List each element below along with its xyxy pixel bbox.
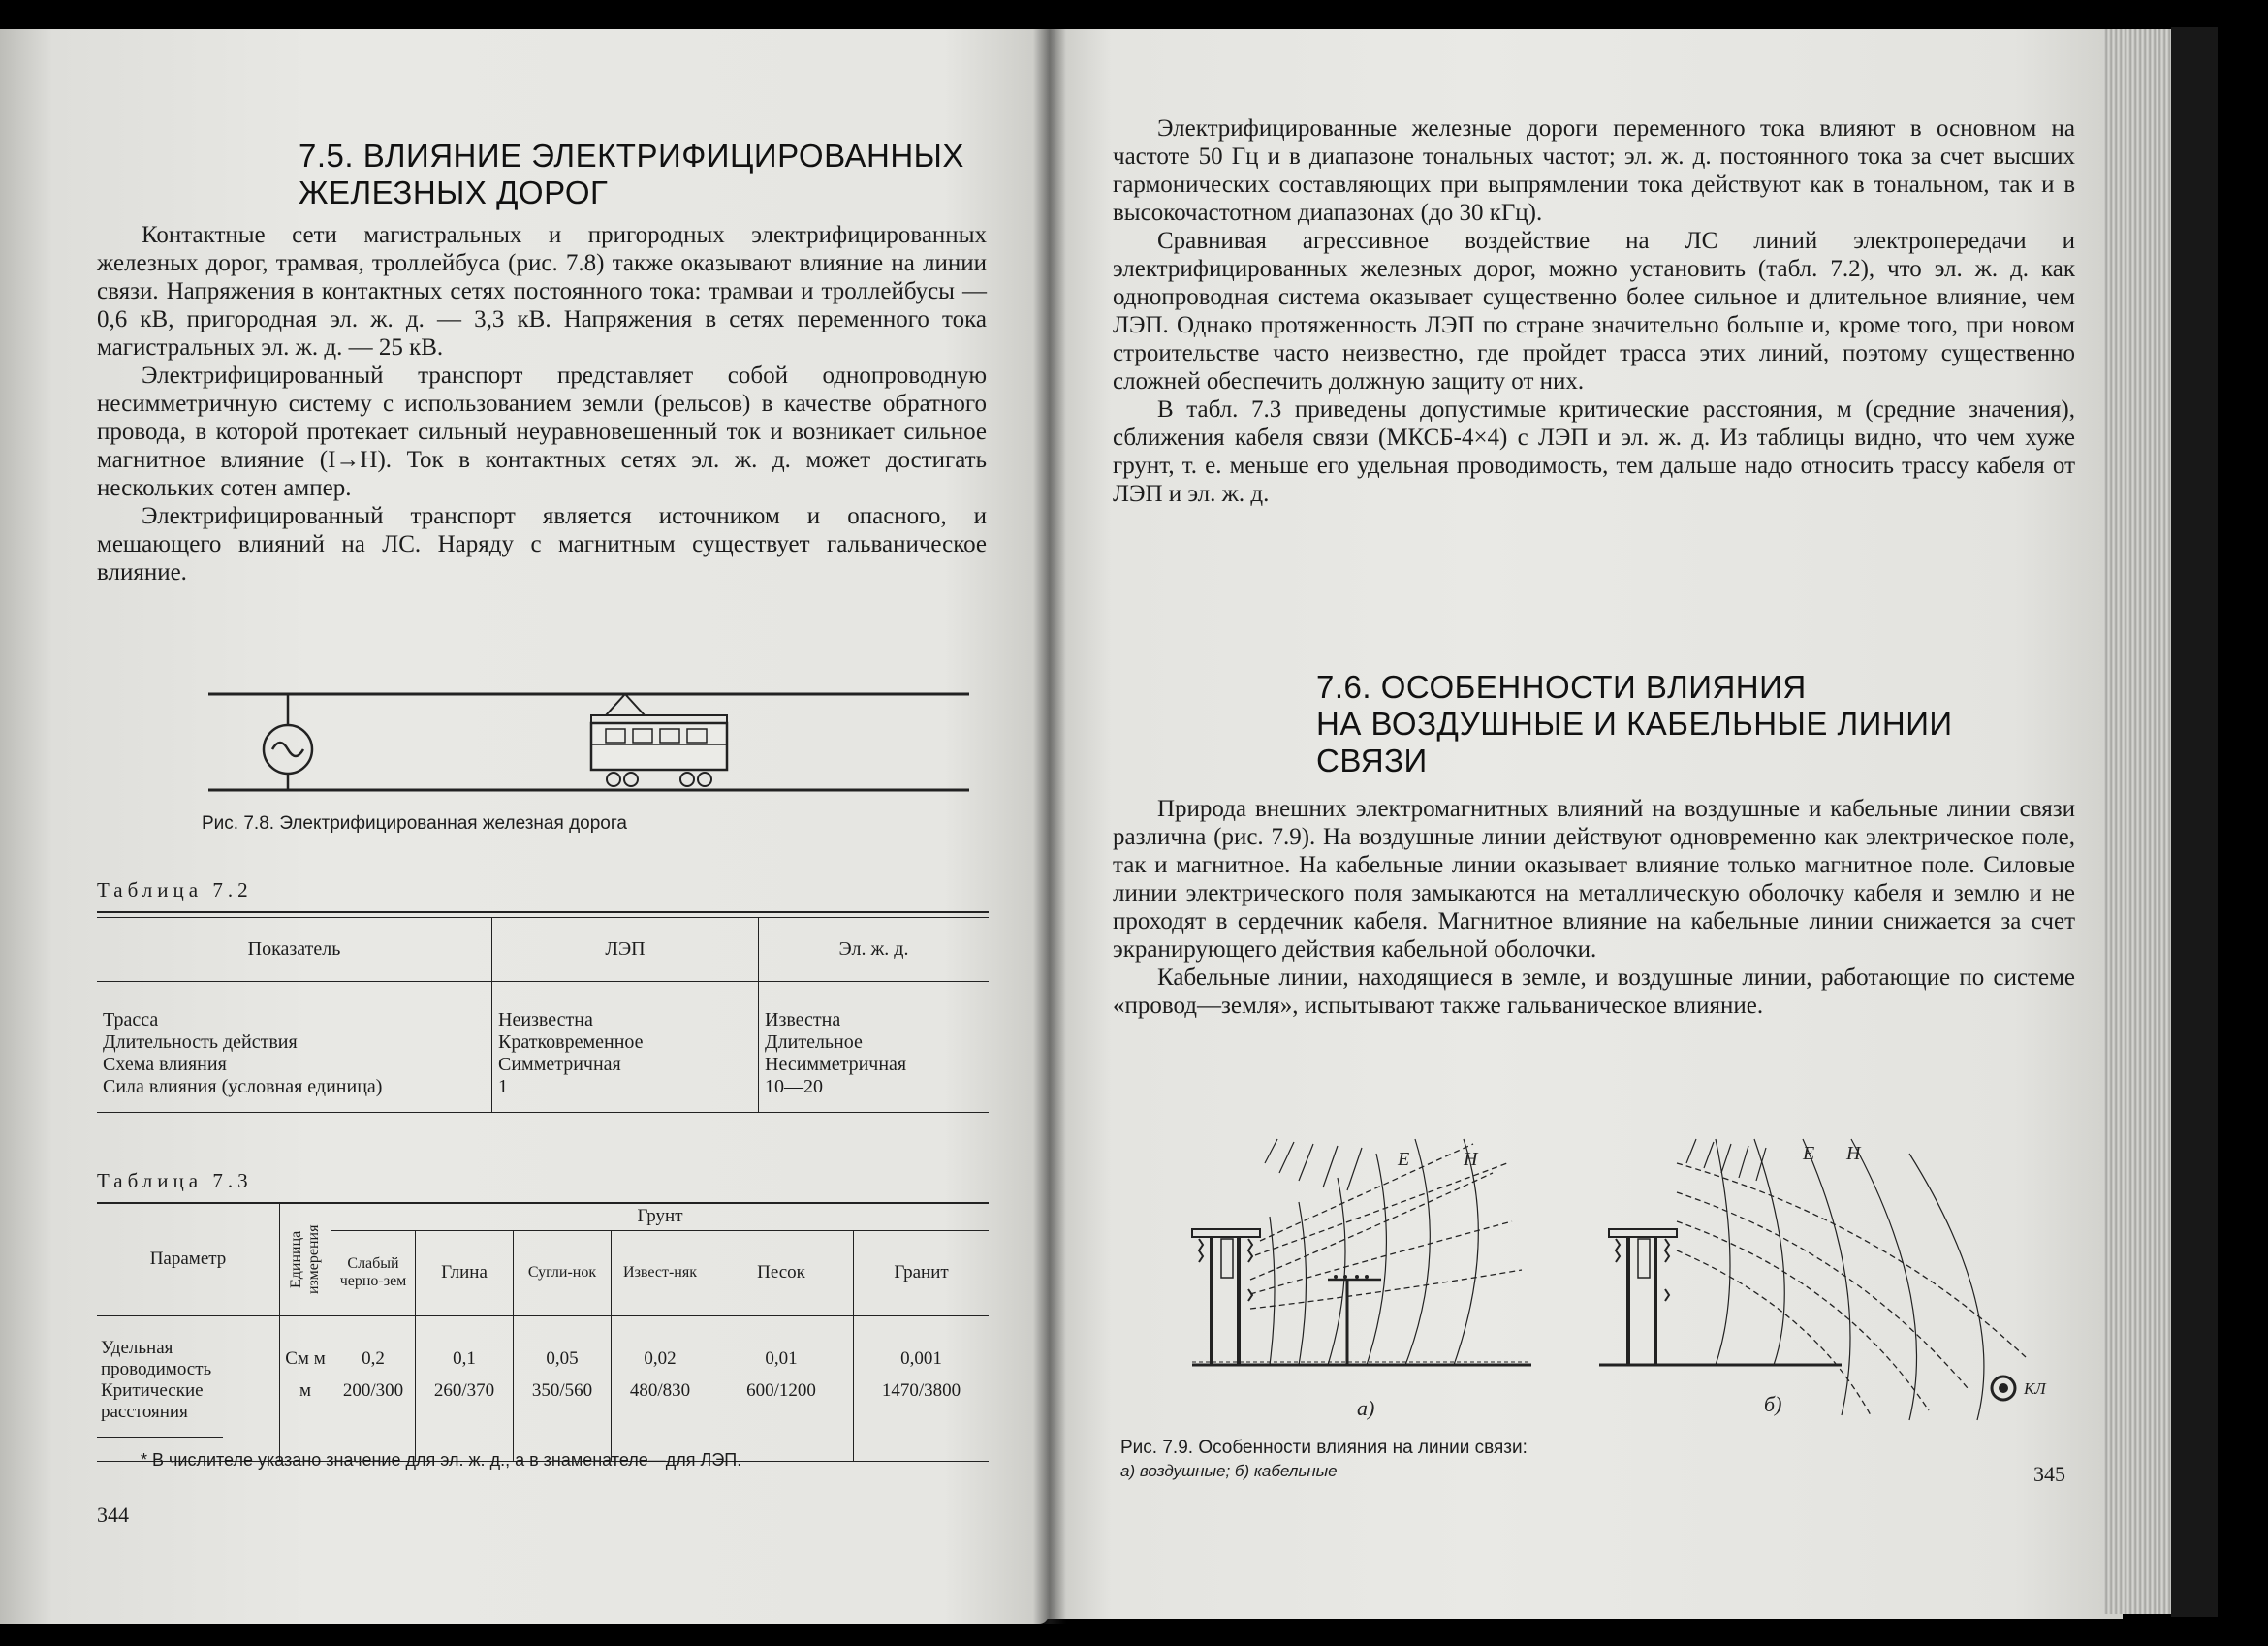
table-row: Длительность действия Кратковременное Длительное: [97, 1031, 989, 1054]
column-header: Извест-няк: [612, 1230, 709, 1315]
section-title-line: ЖЕЛЕЗНЫХ ДОРОГ: [299, 174, 609, 210]
section-title-line: СВЯЗИ: [1316, 743, 1428, 778]
caption-line: Рис. 7.9. Особенности влияния на линии связи:: [1120, 1438, 1528, 1458]
table-row: Сила влияния (условная единица) 1 10—20: [97, 1076, 989, 1113]
column-group-header: Грунт: [331, 1203, 990, 1230]
section-title-line: НА ВОЗДУШНЫЕ И КАБЕЛЬНЫЕ ЛИНИИ: [1316, 706, 1953, 742]
column-header: Песок: [709, 1230, 854, 1315]
table-7-3-title: Таблица 7.3: [97, 1169, 253, 1192]
paragraph: Сравнивая агрессивное воздействие на ЛС линий электропередачи и электрифицированных железных дорог, можно установить (табл. 7.2), что эл. ж. д. как однопроводная система оказывает существенно более сильное и длительное влияние, чем ЛЭП. Однако протяженность ЛЭП по стране значительно больше и, кроме того, при новом строительстве часто неизвестно, где пройдет трасса этих линий, поэтому существенно сложней обеспечить должную защиту от них.: [1113, 228, 2075, 395]
label-E: E: [1803, 1143, 1815, 1164]
figure-7-9-a: [1192, 1139, 1531, 1420]
table-7-2: [97, 911, 989, 1113]
column-header: Параметр: [97, 1203, 280, 1315]
column-header: Эл. ж. д.: [759, 918, 990, 982]
left-page: [0, 29, 1049, 1624]
table-7-3-footnote: * В числителе указано значение для эл. ж. д., а в знаменателе—для ЛЭП.: [141, 1450, 742, 1470]
book-cover: [2171, 27, 2218, 1617]
column-header: Глина: [416, 1230, 514, 1315]
paragraph: Кабельные линии, находящиеся в земле, и воздушные линии, работающие по системе «провод—земля», испытывают также гальваническое влияние.: [1113, 965, 2075, 1019]
table-row: Трасса Неизвестна Известна: [97, 982, 989, 1032]
book-gutter: [1033, 29, 1066, 1624]
label-E: E: [1398, 1149, 1410, 1170]
label-H: H: [1464, 1149, 1478, 1170]
label-a: а): [1357, 1396, 1375, 1420]
right-body-text-bottom: [1113, 795, 2075, 1020]
footnote-rule: [97, 1437, 223, 1438]
paragraph: Электрифицированный транспорт является источником и опасного, и мешающего влияний на ЛС. Наряду с магнитным существует гальваническое влияние.: [97, 503, 987, 586]
figure-7-8-caption: Рис. 7.8. Электрифицированная железная дорога: [202, 813, 627, 834]
section-title-7-5: [299, 138, 964, 211]
label-b: б): [1764, 1392, 1782, 1416]
caption-line: а) воздушные; б) кабельные: [1120, 1462, 1338, 1480]
section-title-line: 7.6. ОСОБЕННОСТИ ВЛИЯНИЯ: [1316, 669, 1807, 705]
table-7-3: [97, 1202, 989, 1462]
column-header: Гранит: [854, 1230, 990, 1315]
table-row: Критические расстояния м 200/300 260/370 350/560 480/830 600/1200 1470/3800: [97, 1380, 989, 1462]
section-title-7-6: [1316, 669, 1953, 779]
paragraph: Природа внешних электромагнитных влияний на воздушные и кабельные линии связи различна (рис. 7.9). На воздушные линии действуют одновременно как электрическое поле, так и магнитное. На кабельные линии оказывает влияние только магнитное поле. Силовые линии электрического поля замыкаются на металлическую оболочку кабеля и землю и не проходят в сердечник кабеля. Магнитное влияние на кабельные линии снижается за счет экранирующего действия кабельной оболочки.: [1113, 796, 2075, 963]
right-body-text-top: [1113, 114, 2075, 508]
label-H: H: [1846, 1143, 1861, 1164]
figure-7-9-caption: [1120, 1437, 1528, 1483]
column-header: ЛЭП: [492, 918, 759, 982]
tram-icon: [591, 694, 727, 786]
figure-7-9-influence: [1173, 1134, 2084, 1425]
label-KL: КЛ: [2024, 1379, 2046, 1398]
table-row: Схема влияния Симметричная Несимметричная: [97, 1054, 989, 1076]
paragraph: Электрифицированные железные дороги переменного тока влияют в основном на частоте 50 Гц и в диапазоне тональных частот; эл. ж. д. постоянного тока за счет высших гармонических составляющих при выпрямлении тока действуют как в тональном, так и в высокочастотном диапазонах (до 30 кГц).: [1113, 115, 2075, 226]
left-body-text: [97, 221, 987, 586]
table-7-2-title: Таблица 7.2: [97, 878, 253, 902]
table-row: Удельная проводимость См м 0,2 0,1 0,05 0,02 0,01 0,001: [97, 1315, 989, 1380]
column-header: Единица измерения: [280, 1203, 331, 1315]
column-header: Сугли-нок: [514, 1230, 612, 1315]
column-header: Показатель: [247, 938, 341, 960]
page-number: 344: [97, 1503, 129, 1527]
page-number: 345: [2033, 1462, 2065, 1486]
paragraph: В табл. 7.3 приведены допустимые критические расстояния, м (средние значения), сближения кабеля связи (МКСБ-4×4) с ЛЭП и эл. ж. д. Из таблицы видно, что чем хуже грунт, т. е. меньше его удельная проводимость, тем дальше надо относить трассу кабеля от ЛЭП и эл. ж. д.: [1113, 396, 2075, 507]
figure-7-9-b: [1599, 1139, 2047, 1420]
column-header: Слабый черно-зем: [331, 1230, 416, 1315]
figure-7-8-railway: [199, 659, 974, 805]
paragraph: Электрифицированный транспорт представляет собой однопроводную несимметричную систему с использованием земли (рельсов) в качестве обратного провода, в которой протекает сильный неуравновешенный ток и возникает сильное магнитное влияние (I→H). Ток в контактных сетях эл. ж. д. может достигать нескольких сотен ампер.: [97, 363, 987, 501]
paragraph: Контактные сети магистральных и пригородных электрифицированных железных дорог, трамвая, троллейбуса (рис. 7.8) также оказывают влияние на линии связи. Напряжения в контактных сетях постоянного тока: трамваи и троллейбусы — 0,6 кВ, пригородная эл. ж. д. — 3,3 кВ. Напряжения в сетях переменного тока магистральных эл. ж. д. — 25 кВ.: [97, 222, 987, 361]
section-title-line: 7.5. ВЛИЯНИЕ ЭЛЕКТРИФИЦИРОВАННЫХ: [299, 138, 964, 174]
right-page: [1047, 29, 2123, 1619]
